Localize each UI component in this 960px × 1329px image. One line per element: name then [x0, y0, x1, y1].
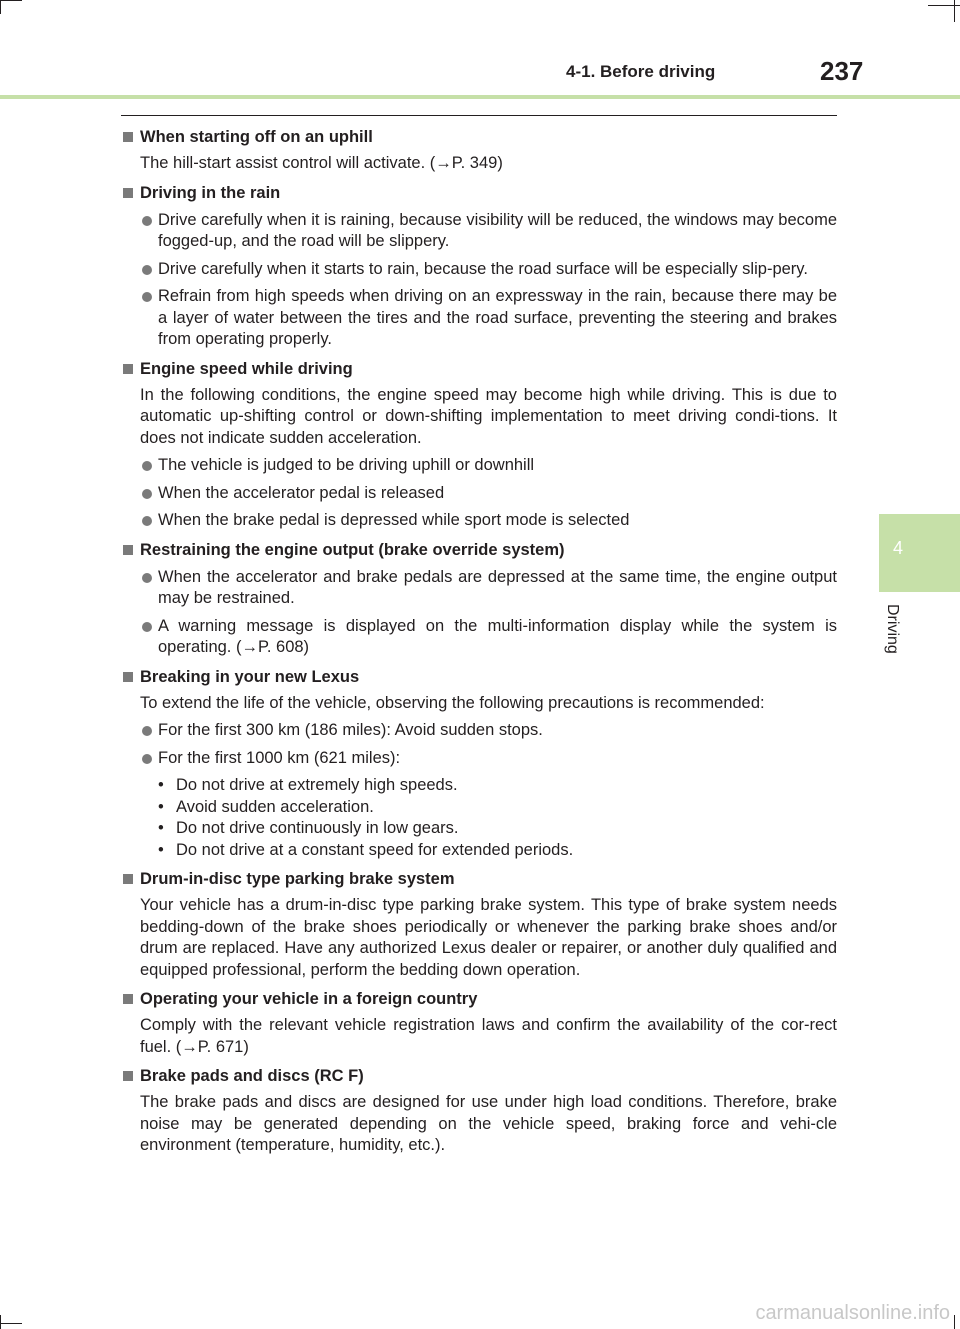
sub-item: • Do not drive continuously in low gears. — [158, 819, 459, 837]
section-heading: When starting off on an uphill — [121, 126, 837, 148]
sub-item: • Do not drive at extremely high speeds. — [158, 776, 458, 794]
square-bullet-icon — [123, 994, 133, 1004]
bullet-item: A warning message is displayed on the multi-information display while the system is operating. (→P. 608) — [121, 616, 837, 659]
section-heading: Drum-in-disc type parking brake system — [121, 868, 837, 890]
sub-list — [121, 775, 837, 861]
section-body: Comply with the relevant vehicle registration laws and confirm the availability of the cor-rect fuel. (→P. 671) — [140, 1016, 837, 1056]
square-bullet-icon — [123, 545, 133, 555]
round-bullet-icon — [142, 265, 152, 275]
section-heading: Breaking in your new Lexus — [121, 666, 837, 688]
section-breaking-in — [121, 666, 837, 862]
square-bullet-icon — [123, 188, 133, 198]
round-bullet-icon — [142, 726, 152, 736]
crop-mark-bottom-left — [0, 1315, 1, 1329]
square-bullet-icon — [123, 132, 133, 142]
crop-mark-top-left-h — [0, 0, 22, 1]
chapter-label-wrap — [883, 604, 903, 674]
bullet-item: Drive carefully when it starts to rain, because the road surface will be especially slip-pery. — [121, 259, 837, 281]
section-heading: Operating your vehicle in a foreign country — [121, 988, 837, 1010]
section-body: Your vehicle has a drum-in-disc type parking brake system. This type of brake system needs bedding-down of the brake shoes periodically or whenever the parking brake shoes and/or drum are replaced. Have any authorized Lexus dealer or repairer, or another duly qualified and equipped professional, perform the bedding down operation. — [140, 896, 837, 979]
content-top-rule — [121, 115, 837, 116]
section-body: The hill-start assist control will activate. (→P. 349) — [140, 154, 503, 172]
section-body: To extend the life of the vehicle, observing the following precautions is recommended: — [140, 693, 765, 712]
bullet-item: When the accelerator pedal is released — [121, 483, 837, 505]
section-foreign-country — [121, 988, 837, 1058]
section-uphill — [121, 126, 837, 175]
page-number: 237 — [820, 56, 864, 86]
crop-mark-bottom-right — [954, 1315, 955, 1329]
section-brake-override — [121, 539, 837, 659]
round-bullet-icon — [142, 489, 152, 499]
square-bullet-icon — [123, 672, 133, 682]
chapter-tab[interactable] — [879, 514, 960, 592]
page-content — [121, 126, 837, 1157]
round-bullet-icon — [142, 516, 152, 526]
section-heading: Brake pads and discs (RC F) — [121, 1065, 837, 1087]
section-heading: Engine speed while driving — [121, 358, 837, 380]
bullet-item: Refrain from high speeds when driving on an expressway in the rain, because there may be a layer of water between the tires and the road surface, preventing the steering and brakes from operating properly. — [121, 286, 837, 351]
square-bullet-icon — [123, 874, 133, 884]
chapter-number: 4 — [892, 538, 903, 558]
section-parking-brake — [121, 868, 837, 981]
bullet-item: The vehicle is judged to be driving uphill or downhill — [121, 455, 837, 477]
bullet-item: When the accelerator and brake pedals are depressed at the same time, the engine output may be restrained. — [121, 567, 837, 610]
round-bullet-icon — [142, 754, 152, 764]
section-engine-speed — [121, 358, 837, 532]
section-brake-pads — [121, 1065, 837, 1157]
round-bullet-icon — [142, 292, 152, 302]
section-heading: Restraining the engine output (brake override system) — [121, 539, 837, 561]
bullet-item: For the first 300 km (186 miles): Avoid sudden stops. — [121, 720, 837, 742]
sub-item: • Avoid sudden acceleration. — [158, 797, 374, 816]
round-bullet-icon — [142, 461, 152, 471]
sub-item: • Do not drive at a constant speed for extended periods. — [158, 840, 574, 859]
crop-mark-top-right-h — [928, 5, 960, 6]
header-rule — [0, 95, 960, 99]
section-title: 4-1. Before driving — [566, 62, 716, 81]
section-rain — [121, 182, 837, 351]
crop-mark-bottom-left-h — [0, 1323, 22, 1324]
section-body: The brake pads and discs are designed for use under high load conditions. Therefore, brake noise may be generated depending on the vehicle speed, braking force and vehi-cle environment (temperature, humidity, etc.). — [140, 1093, 837, 1154]
round-bullet-icon — [142, 573, 152, 583]
square-bullet-icon — [123, 1071, 133, 1081]
bullet-item: For the first 1000 km (621 miles): — [121, 748, 837, 770]
bullet-item: When the brake pedal is depressed while sport mode is selected — [121, 510, 837, 532]
crop-mark-top-right — [954, 0, 955, 22]
section-heading: Driving in the rain — [121, 182, 837, 204]
round-bullet-icon — [142, 622, 152, 632]
crop-mark-top-left — [0, 0, 1, 14]
section-body: In the following conditions, the engine speed may become high while driving. This is due to automatic up-shifting control or down-shifting implementation to meet driving condi-tions. It does not indicate sudden acceleration. — [140, 385, 837, 447]
round-bullet-icon — [142, 216, 152, 226]
square-bullet-icon — [123, 364, 133, 374]
chapter-label: Driving — [884, 604, 901, 654]
watermark: carmanualsonline.info — [755, 1302, 950, 1324]
bullet-item: Drive carefully when it is raining, because visibility will be reduced, the windows may become fogged-up, and the road will be slippery. — [121, 210, 837, 253]
